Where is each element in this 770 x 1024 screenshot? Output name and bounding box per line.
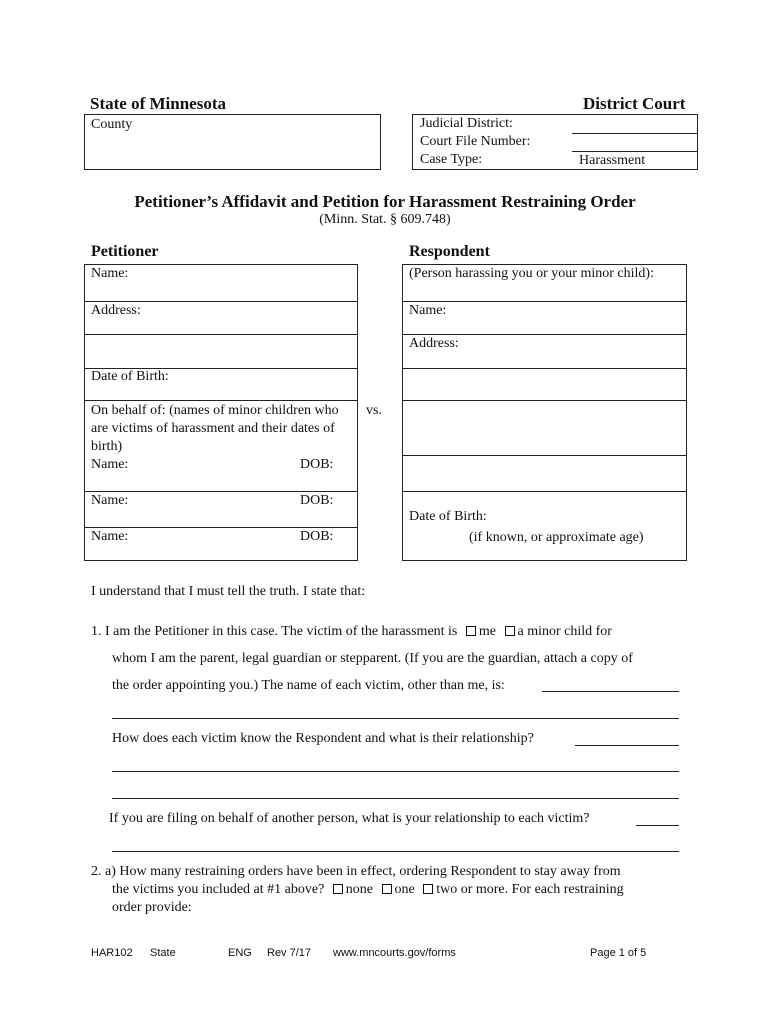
case-type-label: Case Type: — [420, 152, 483, 167]
petitioner-heading: Petitioner — [91, 243, 159, 260]
question-2-text: the victims you included at #1 above? — [112, 882, 325, 897]
footer-form-id: HAR102 — [91, 947, 133, 959]
footer-url: www.mncourts.gov/forms — [333, 947, 456, 959]
child-1-name-label[interactable]: Name: — [91, 457, 129, 472]
question-2-line-2 — [112, 882, 624, 898]
petitioner-address-label[interactable]: Address: — [91, 303, 141, 318]
divider — [85, 301, 357, 302]
question-1-text: 1. I am the Petitioner in this case. The victim of the harassment is — [91, 624, 458, 639]
divider — [403, 301, 686, 302]
divider — [85, 400, 357, 401]
page-title: Petitioner’s Affidavit and Petition for Harassment Restraining Order — [134, 192, 636, 211]
intro-statement: I understand that I must tell the truth. I state that: — [91, 584, 366, 599]
judicial-district-field[interactable] — [572, 133, 697, 134]
footer-state: State — [150, 947, 176, 959]
footer-revision: Rev 7/17 — [267, 947, 312, 959]
case-type-value: Harassment — [579, 153, 646, 168]
child-3-name-label[interactable]: Name: — [91, 529, 129, 544]
respondent-address-label[interactable]: Address: — [409, 336, 459, 351]
petitioner-table — [84, 264, 358, 561]
respondent-heading: Respondent — [409, 243, 490, 260]
victim-names-field[interactable] — [542, 691, 679, 692]
victim-child-label: a minor child for — [517, 624, 612, 639]
petitioner-dob-label[interactable]: Date of Birth: — [91, 369, 169, 384]
statute-reference: (Minn. Stat. § 609.748) — [319, 212, 451, 227]
court-heading: District Court — [583, 94, 686, 113]
petitioner-name-label[interactable]: Name: — [91, 266, 129, 281]
orders-none-label: none — [345, 882, 373, 897]
respondent-address-line-3[interactable] — [403, 401, 686, 454]
footer-page-number: Page 1 of 5 — [590, 947, 647, 959]
question-2-line-3: order provide: — [112, 900, 192, 915]
respondent-address-line-4[interactable] — [403, 456, 686, 490]
victim-me-checkbox[interactable] — [466, 626, 476, 636]
state-heading: State of Minnesota — [90, 94, 226, 113]
court-file-number-label: Court File Number: — [420, 134, 531, 149]
relationship-question: How does each victim know the Respondent and what is their relationship? — [112, 731, 534, 746]
child-1-dob-label[interactable]: DOB: — [300, 457, 334, 472]
orders-one-checkbox[interactable] — [382, 884, 392, 894]
orders-two-label: two or more. For each restraining — [436, 882, 624, 897]
versus-label: vs. — [366, 403, 382, 418]
respondent-person-label: (Person harassing you or your minor child): — [409, 266, 654, 281]
respondent-table — [402, 264, 687, 561]
relationship-field-2[interactable] — [112, 771, 679, 772]
question-1-line-2: whom I am the parent, legal guardian or stepparent. (If you are the guardian, attach a copy of — [112, 651, 633, 666]
child-2-name-label[interactable]: Name: — [91, 493, 129, 508]
on-behalf-label: On behalf of: (names of minor children who are victims of harassment and their dates of birth) — [91, 403, 339, 454]
relationship-field-3[interactable] — [112, 798, 679, 799]
victim-names-field-2[interactable] — [112, 718, 679, 719]
case-info-box — [412, 114, 698, 170]
county-label: County — [91, 117, 133, 132]
respondent-dob-note: (if known, or approximate age) — [469, 530, 644, 545]
behalf-field-2[interactable] — [112, 851, 679, 852]
divider — [403, 334, 686, 335]
orders-none-checkbox[interactable] — [333, 884, 343, 894]
orders-one-label: one — [394, 882, 415, 897]
child-3-dob-label[interactable]: DOB: — [300, 529, 334, 544]
relationship-field[interactable] — [575, 745, 679, 746]
behalf-field[interactable] — [636, 825, 679, 826]
county-box[interactable] — [84, 114, 381, 170]
orders-two-checkbox[interactable] — [423, 884, 433, 894]
header-rule — [84, 114, 381, 115]
divider — [403, 491, 686, 492]
respondent-address-line-2[interactable] — [403, 369, 686, 399]
footer-language: ENG — [228, 947, 252, 959]
question-2-line-1: 2. a) How many restraining orders have been in effect, ordering Respondent to stay away from — [91, 864, 621, 879]
question-1-line-3: the order appointing you.) The name of each victim, other than me, is: — [112, 678, 505, 693]
judicial-district-label: Judicial District: — [420, 116, 513, 131]
petitioner-address-line-2[interactable] — [85, 335, 357, 367]
question-1-line-1 — [91, 624, 612, 640]
court-file-number-field[interactable] — [572, 151, 697, 152]
child-2-dob-label[interactable]: DOB: — [300, 493, 334, 508]
respondent-dob-label[interactable]: Date of Birth: — [409, 509, 487, 524]
respondent-name-label[interactable]: Name: — [409, 303, 447, 318]
victim-child-checkbox[interactable] — [505, 626, 515, 636]
behalf-question: If you are filing on behalf of another person, what is your relationship to each victim? — [109, 811, 590, 826]
victim-me-label: me — [478, 624, 496, 639]
divider — [85, 527, 357, 528]
divider — [85, 491, 357, 492]
